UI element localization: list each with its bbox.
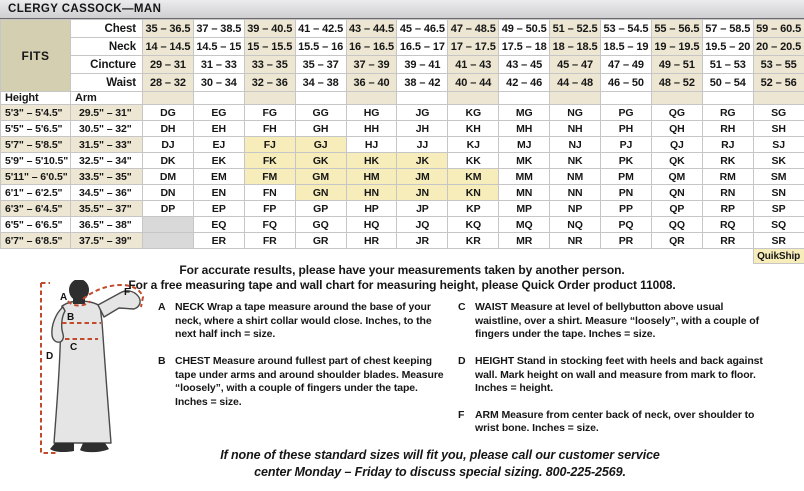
size-code: JM: [397, 169, 448, 185]
size-code: FQ: [244, 217, 295, 233]
measure-value: 29 – 31: [143, 56, 194, 74]
size-code: DN: [143, 185, 194, 201]
size-code: KQ: [448, 217, 499, 233]
height-range: 5'9" – 5'10.5": [1, 153, 71, 169]
arm-range: 31.5" – 33": [71, 137, 143, 153]
size-code: SM: [753, 169, 804, 185]
size-code: PP: [601, 201, 652, 217]
quikship-spacer: [1, 249, 754, 264]
height-range: 5'3" – 5'4.5": [1, 105, 71, 121]
measure-value: 47 – 49: [601, 56, 652, 74]
measure-value: 49 – 51: [651, 56, 702, 74]
size-code: NG: [550, 105, 601, 121]
size-chart: [0, 19, 804, 264]
size-code: HM: [346, 169, 397, 185]
size-code: QM: [651, 169, 702, 185]
size-code: EK: [193, 153, 244, 169]
size-code: EG: [193, 105, 244, 121]
spacer-cell: [601, 92, 652, 105]
size-code: HH: [346, 121, 397, 137]
measure-value: 43 – 45: [499, 56, 550, 74]
size-code: FR: [244, 233, 295, 249]
measure-value: 55 – 56.5: [651, 20, 702, 38]
size-code: DP: [143, 201, 194, 217]
height-range: 6'1" – 6'2.5": [1, 185, 71, 201]
size-code: EJ: [193, 137, 244, 153]
instruction-text: CHEST Measure around fullest part of chest keeping tape under arms and around shoulder blades. Measure “loosely”, with a couple of fingers under the tape. Inches = size.: [175, 354, 444, 408]
spacer-cell: [143, 92, 194, 105]
footer-line-1: If none of these standard sizes will fit you, please call our customer service: [220, 448, 660, 462]
note-line-2: For a free measuring tape and wall chart for measuring height, please Quick Order product 11008.: [128, 278, 676, 292]
size-code: DH: [143, 121, 194, 137]
size-code: GG: [295, 105, 346, 121]
size-code: KK: [448, 153, 499, 169]
measure-value: 46 – 50: [601, 74, 652, 92]
measure-value: 14 – 14.5: [143, 38, 194, 56]
size-code: MQ: [499, 217, 550, 233]
arm-range: 32.5" – 34": [71, 153, 143, 169]
measure-value: 49 – 50.5: [499, 20, 550, 38]
size-code: JP: [397, 201, 448, 217]
arm-range: 29.5" – 31": [71, 105, 143, 121]
measure-row-label: Neck: [71, 38, 143, 56]
size-code: PG: [601, 105, 652, 121]
size-code: GP: [295, 201, 346, 217]
measure-value: 57 – 58.5: [702, 20, 753, 38]
instruction-letter: F: [458, 408, 465, 421]
measure-value: 45 – 47: [550, 56, 601, 74]
size-code: JR: [397, 233, 448, 249]
measure-value: 19 – 19.5: [651, 38, 702, 56]
size-code: MK: [499, 153, 550, 169]
size-code: DG: [143, 105, 194, 121]
size-code: NP: [550, 201, 601, 217]
measure-row-label: Waist: [71, 74, 143, 92]
size-code: FP: [244, 201, 295, 217]
size-code: QQ: [651, 217, 702, 233]
measure-value: 39 – 41: [397, 56, 448, 74]
measure-instruction-chest: [158, 355, 450, 410]
size-code: HQ: [346, 217, 397, 233]
measure-value: 50 – 54: [702, 74, 753, 92]
size-code-empty: [143, 217, 194, 233]
spacer-cell: [702, 92, 753, 105]
size-code: NN: [550, 185, 601, 201]
size-code: SG: [753, 105, 804, 121]
spacer-cell: [550, 92, 601, 105]
instruction-letter: A: [158, 301, 166, 313]
diagram-label-a: A: [60, 292, 68, 303]
figure-shoes: [50, 443, 109, 452]
size-code: SR: [753, 233, 804, 249]
size-code: GQ: [295, 217, 346, 233]
measure-value: 39 – 40.5: [244, 20, 295, 38]
size-code: DJ: [143, 137, 194, 153]
size-code: KP: [448, 201, 499, 217]
size-code: RP: [702, 201, 753, 217]
measure-value: 37 – 38.5: [193, 20, 244, 38]
measure-value: 51 – 53: [702, 56, 753, 74]
size-code: FH: [244, 121, 295, 137]
size-code: MM: [499, 169, 550, 185]
instruction-term: HEIGHT: [475, 354, 517, 367]
measure-value: 33 – 35: [244, 56, 295, 74]
size-code: SQ: [753, 217, 804, 233]
size-code: RK: [702, 153, 753, 169]
height-range: 6'5" – 6'6.5": [1, 217, 71, 233]
instruction-text: WAIST Measure at level of bellybutton above usual waistline, over a shirt. Measure “loosely”, with a couple of fingers under the tape. Inches = size.: [475, 301, 759, 341]
size-code: PR: [601, 233, 652, 249]
size-code: PK: [601, 153, 652, 169]
size-code: JN: [397, 185, 448, 201]
size-code: RN: [702, 185, 753, 201]
measure-value: 36 – 40: [346, 74, 397, 92]
size-code: EP: [193, 201, 244, 217]
cassock-measurement-diagram: [16, 280, 164, 491]
diagram-label-b: B: [67, 312, 75, 323]
measure-value: 17.5 – 18: [499, 38, 550, 56]
size-code: HP: [346, 201, 397, 217]
arm-column-header: Arm: [71, 92, 143, 105]
measure-value: 41 – 42.5: [295, 20, 346, 38]
instruction-letter: B: [158, 354, 166, 367]
spacer-cell: [295, 92, 346, 105]
measure-value: 32 – 36: [244, 74, 295, 92]
measure-value: 19.5 – 20: [702, 38, 753, 56]
quikship-badge: QuikShip: [753, 249, 804, 264]
size-code: MR: [499, 233, 550, 249]
size-code: HJ: [346, 137, 397, 153]
spacer-cell: [244, 92, 295, 105]
measure-value: 30 – 34: [193, 74, 244, 92]
size-code: SN: [753, 185, 804, 201]
measure-value: 45 – 46.5: [397, 20, 448, 38]
size-code: EQ: [193, 217, 244, 233]
measure-instruction-arm: [458, 409, 770, 436]
height-column-header: Height: [1, 92, 71, 105]
height-range: 5'5" – 5'6.5": [1, 121, 71, 137]
instructions-column-right: [458, 301, 770, 449]
measure-value: 52 – 56: [753, 74, 804, 92]
size-code: PN: [601, 185, 652, 201]
measure-value: 18.5 – 19: [601, 38, 652, 56]
footer-line-2: center Monday – Friday to discuss special sizing.: [254, 465, 543, 479]
size-code: QG: [651, 105, 702, 121]
instruction-text: NECK Wrap a tape measure around the base of your neck, where a shirt collar would close. Inches, to the next half inch = size.: [175, 301, 432, 341]
size-code: QR: [651, 233, 702, 249]
measure-value: 53 – 54.5: [601, 20, 652, 38]
height-range: 5'11" – 6'0.5": [1, 169, 71, 185]
size-code: NR: [550, 233, 601, 249]
spacer-cell: [499, 92, 550, 105]
instruction-letter: C: [458, 301, 466, 313]
size-code: FK: [244, 153, 295, 169]
size-code: HN: [346, 185, 397, 201]
spacer-cell: [193, 92, 244, 105]
instruction-text: HEIGHT Stand in stocking feet with heels and back against wall. Mark height on wall and measure from mark to floor. Inches = height.: [475, 354, 763, 395]
size-chart-table: [0, 19, 804, 264]
spacer-cell: [346, 92, 397, 105]
size-code: GJ: [295, 137, 346, 153]
instruction-term: WAIST: [475, 301, 511, 313]
measure-instruction-neck: [158, 301, 450, 342]
measure-value: 34 – 38: [295, 74, 346, 92]
fits-header: FITS: [1, 20, 71, 92]
arm-range: 33.5" – 35": [71, 169, 143, 185]
instruction-text: ARM Measure from center back of neck, over shoulder to wrist bone. Inches = size.: [475, 408, 755, 435]
instructions-column-left: [158, 301, 450, 422]
size-code: JJ: [397, 137, 448, 153]
instruction-term: ARM: [475, 408, 502, 421]
measure-value: 20 – 20.5: [753, 38, 804, 56]
cassock-raised-arm: [98, 291, 140, 317]
height-range: 6'3" – 6'4.5": [1, 201, 71, 217]
measure-value: 48 – 52: [651, 74, 702, 92]
size-code: GN: [295, 185, 346, 201]
size-code: MG: [499, 105, 550, 121]
size-code: KG: [448, 105, 499, 121]
instruction-term: CHEST: [175, 354, 213, 367]
size-code: QK: [651, 153, 702, 169]
size-code: GR: [295, 233, 346, 249]
size-code: MP: [499, 201, 550, 217]
size-code: DM: [143, 169, 194, 185]
measure-value: 14.5 – 15: [193, 38, 244, 56]
spacer-cell: [651, 92, 702, 105]
measure-value: 35 – 36.5: [143, 20, 194, 38]
arm-range: 30.5" – 32": [71, 121, 143, 137]
size-code: JK: [397, 153, 448, 169]
size-code: DK: [143, 153, 194, 169]
size-code: RR: [702, 233, 753, 249]
size-code: JG: [397, 105, 448, 121]
size-code: SK: [753, 153, 804, 169]
size-code: FN: [244, 185, 295, 201]
size-code: GH: [295, 121, 346, 137]
measure-row-label: Cincture: [71, 56, 143, 74]
instruction-letter: D: [458, 354, 466, 367]
size-code: GM: [295, 169, 346, 185]
size-code: MN: [499, 185, 550, 201]
size-code: JH: [397, 121, 448, 137]
size-code: SJ: [753, 137, 804, 153]
size-code: HR: [346, 233, 397, 249]
measure-value: 42 – 46: [499, 74, 550, 92]
arm-range: 36.5" – 38": [71, 217, 143, 233]
measure-value: 43 – 44.5: [346, 20, 397, 38]
size-code: QH: [651, 121, 702, 137]
measure-value: 35 – 37: [295, 56, 346, 74]
size-code: FJ: [244, 137, 295, 153]
size-code: NQ: [550, 217, 601, 233]
size-code-empty: [143, 233, 194, 249]
size-code: NM: [550, 169, 601, 185]
height-range: 5'7" – 5'8.5": [1, 137, 71, 153]
diagram-label-f: F: [124, 287, 131, 298]
size-code: KJ: [448, 137, 499, 153]
measure-value: 59 – 60.5: [753, 20, 804, 38]
size-code: RG: [702, 105, 753, 121]
size-code: PM: [601, 169, 652, 185]
measure-value: 28 – 32: [143, 74, 194, 92]
height-range: 6'7" – 6'8.5": [1, 233, 71, 249]
arm-range: 34.5" – 36": [71, 185, 143, 201]
size-code: KM: [448, 169, 499, 185]
size-code: SH: [753, 121, 804, 137]
footer-phone: 800-225-2569.: [545, 465, 626, 479]
size-code: KH: [448, 121, 499, 137]
measure-value: 15 – 15.5: [244, 38, 295, 56]
size-code: QJ: [651, 137, 702, 153]
size-code: EH: [193, 121, 244, 137]
measure-value: 38 – 42: [397, 74, 448, 92]
spacer-cell: [753, 92, 804, 105]
measure-instruction-waist: [458, 301, 770, 342]
spacer-cell: [448, 92, 499, 105]
spacer-cell: [397, 92, 448, 105]
size-code: QN: [651, 185, 702, 201]
size-code: ER: [193, 233, 244, 249]
diagram-label-c: C: [70, 342, 78, 353]
size-code: KR: [448, 233, 499, 249]
size-code: FM: [244, 169, 295, 185]
measure-value: 41 – 43: [448, 56, 499, 74]
instruction-term: NECK: [175, 301, 208, 313]
size-code: MH: [499, 121, 550, 137]
measure-value: 44 – 48: [550, 74, 601, 92]
size-code: PJ: [601, 137, 652, 153]
measure-value: 40 – 44: [448, 74, 499, 92]
measure-value: 18 – 18.5: [550, 38, 601, 56]
size-code: JQ: [397, 217, 448, 233]
size-code: NH: [550, 121, 601, 137]
size-code: SP: [753, 201, 804, 217]
size-code: EM: [193, 169, 244, 185]
size-code: HG: [346, 105, 397, 121]
measure-value: 51 – 52.5: [550, 20, 601, 38]
size-code: QP: [651, 201, 702, 217]
measure-value: 47 – 48.5: [448, 20, 499, 38]
measure-value: 17 – 17.5: [448, 38, 499, 56]
measure-value: 15.5 – 16: [295, 38, 346, 56]
size-code: RJ: [702, 137, 753, 153]
size-code: MJ: [499, 137, 550, 153]
size-code: RH: [702, 121, 753, 137]
size-code: NK: [550, 153, 601, 169]
size-code: RM: [702, 169, 753, 185]
measure-instruction-height: [458, 355, 770, 396]
measure-value: 16.5 – 17: [397, 38, 448, 56]
note-line-1: For accurate results, please have your measurements taken by another person.: [179, 263, 625, 277]
size-code: GK: [295, 153, 346, 169]
arm-range: 37.5" – 39": [71, 233, 143, 249]
arm-range: 35.5" – 37": [71, 201, 143, 217]
diagram-label-d: D: [46, 351, 54, 362]
measure-value: 31 – 33: [193, 56, 244, 74]
size-code: FG: [244, 105, 295, 121]
special-sizing-footer: [160, 447, 720, 481]
size-code: PH: [601, 121, 652, 137]
measure-value: 16 – 16.5: [346, 38, 397, 56]
size-code: HK: [346, 153, 397, 169]
size-code: PQ: [601, 217, 652, 233]
page-title: CLERGY CASSOCK—MAN: [0, 0, 804, 19]
measure-value: 37 – 39: [346, 56, 397, 74]
size-code: NJ: [550, 137, 601, 153]
size-code: RQ: [702, 217, 753, 233]
measure-value: 53 – 55: [753, 56, 804, 74]
size-code: KN: [448, 185, 499, 201]
measure-row-label: Chest: [71, 20, 143, 38]
size-code: EN: [193, 185, 244, 201]
